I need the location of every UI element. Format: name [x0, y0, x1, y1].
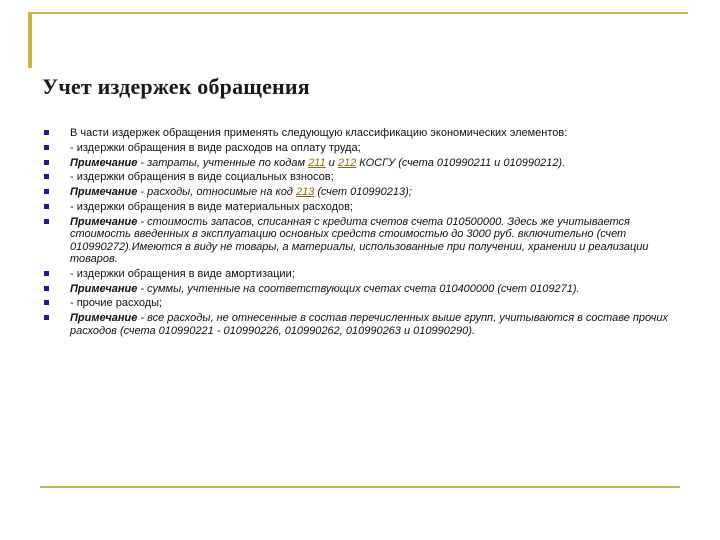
list-item — [44, 268, 684, 280]
note-text: - все расходы, не отнесенные в состав перечисленных выше групп, учитываются в составе прочих расходов (счета 010990221 - 010990226, 010990262, 010990263 и 010990290). — [70, 312, 668, 337]
item-text: - издержки обращения в виде расходов на оплату труда; — [70, 141, 361, 154]
item-text: - прочие расходы; — [70, 297, 163, 310]
square-bullet-icon — [44, 174, 49, 179]
code-link-212[interactable]: 212 — [337, 156, 357, 169]
note-label: Примечание — [70, 156, 138, 169]
note-label: Примечание — [70, 282, 138, 295]
square-bullet-icon — [44, 286, 49, 291]
frame-vertical-line — [28, 12, 32, 68]
square-bullet-icon — [44, 130, 49, 135]
frame-horizontal-line — [28, 12, 688, 14]
note-text: - расходы, относимые на код — [137, 186, 296, 199]
note-text: - стоимость запасов, списанная с кредита счетов счета 010500000. Здесь же учитывается стоимость введенных в эксплуатацию основных средств стоимостью до 3000 руб. включительно (счет 010990272).Имеются в виду не товары, а материалы, использованные при получении, хранении и реализации товаров. — [70, 215, 649, 265]
page-title: Учет издержек обращения — [42, 74, 310, 99]
square-bullet-icon — [44, 300, 49, 305]
list-item — [44, 186, 684, 198]
list-item — [44, 171, 684, 183]
note-label: Примечание — [70, 215, 138, 228]
item-text: - издержки обращения в виде материальных расходов; — [70, 200, 354, 213]
note-label: Примечание — [70, 312, 138, 325]
list-item — [44, 312, 684, 337]
list-item — [44, 297, 684, 309]
list-item — [44, 157, 684, 169]
list-item — [44, 142, 684, 154]
square-bullet-icon — [44, 145, 49, 150]
note-text: и — [325, 156, 338, 169]
square-bullet-icon — [44, 219, 49, 224]
note-text: (счет 010990213); — [314, 186, 412, 199]
square-bullet-icon — [44, 315, 49, 320]
bottom-divider — [40, 486, 680, 488]
item-text: В части издержек обращения применять следующую классификацию экономических элементов: — [70, 127, 568, 139]
note-text: - затраты, учтенные по кодам — [137, 156, 309, 169]
bullet-list — [44, 127, 684, 339]
list-item — [44, 283, 684, 295]
note-label: Примечание — [70, 186, 138, 199]
list-item — [44, 127, 684, 139]
list-item — [44, 201, 684, 213]
square-bullet-icon — [44, 204, 49, 209]
square-bullet-icon — [44, 189, 49, 194]
item-text: - издержки обращения в виде социальных взносов; — [70, 171, 334, 184]
square-bullet-icon — [44, 271, 49, 276]
list-item — [44, 216, 684, 266]
code-link-213[interactable]: 213 — [295, 186, 315, 199]
code-link-211[interactable]: 211 — [308, 156, 326, 169]
note-text: КОСГУ (счета 010990211 и 010990212). — [356, 156, 566, 169]
square-bullet-icon — [44, 160, 49, 165]
note-text: - суммы, учтенные на соответствующих счетах счета 010400000 (счет 0109271). — [137, 282, 580, 295]
item-text: - издержки обращения в виде амортизации; — [70, 267, 295, 280]
